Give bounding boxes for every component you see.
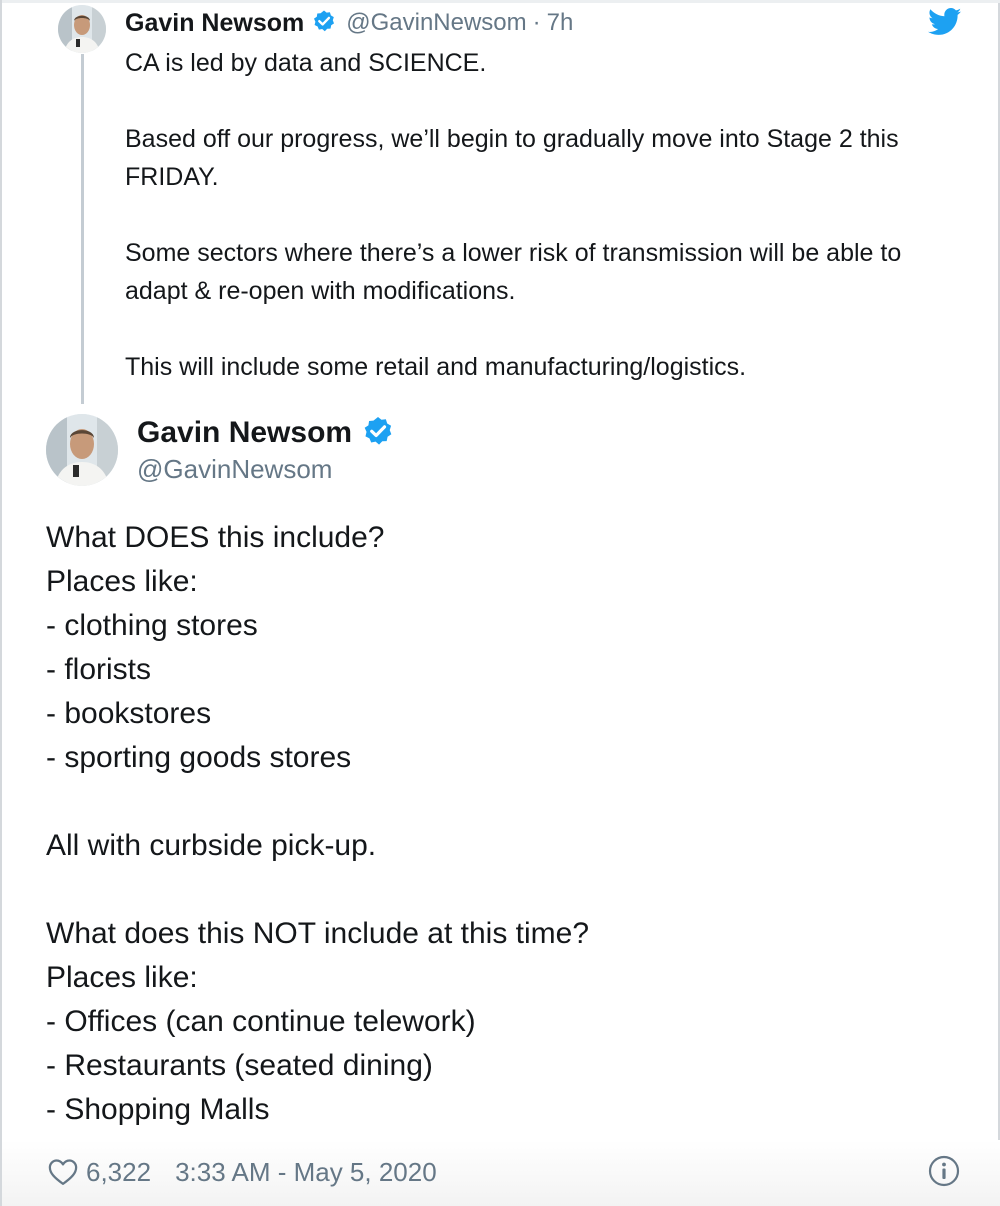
tweet-line: Places like: [46,565,198,598]
tweet-line: - Restaurants (seated dining) [46,1049,433,1082]
parent-avatar[interactable] [58,5,106,53]
tweet-line: Places like: [46,961,198,994]
like-count: 6,322 [86,1156,152,1187]
tweet-line: What does this NOT include at this time? [46,917,590,950]
parent-paragraph: CA is led by data and SCIENCE. [125,49,487,77]
avatar-photo [58,5,106,53]
tweet-line [46,868,946,912]
tweet-line: - Offices (can continue telework) [46,1005,476,1038]
parent-handle[interactable]: @GavinNewsom [346,9,527,36]
main-tweet-header [137,414,394,485]
parent-author-name[interactable]: Gavin Newsom [125,8,305,37]
parent-tweet-text [125,44,965,386]
avatar-photo [46,414,118,486]
handle-time-separator: · [532,9,541,36]
author-name[interactable]: Gavin Newsom [137,416,353,449]
parent-timestamp[interactable]: 7h [546,9,574,36]
tweet-line: - sporting goods stores [46,741,352,774]
tweet-footer [48,1152,437,1192]
parent-paragraph: Some sectors where there’s a lower risk of transmission will be able to adapt & re-open with modifications. [125,239,902,305]
author-handle[interactable]: @GavinNewsom [137,454,333,484]
twitter-bird-icon[interactable] [928,8,962,36]
thread-connector-line [81,54,84,404]
verified-badge-icon [312,9,336,38]
verified-badge-icon [362,415,394,452]
parent-paragraph: This will include some retail and manufacturing/logistics. [125,353,747,381]
author-avatar[interactable] [46,414,118,486]
top-divider [2,0,1000,3]
tweet-line: - clothing stores [46,609,258,642]
tweet-timestamp[interactable]: 3:33 AM - May 5, 2020 [175,1156,437,1187]
tweet-line: What DOES this include? [46,521,385,554]
info-icon[interactable] [928,1155,960,1187]
parent-paragraph: Based off our progress, we’ll begin to gradually move into Stage 2 this FRIDAY. [125,125,899,191]
tweet-line: All with curbside pick-up. [46,829,377,862]
tweet-line: - florists [46,653,151,686]
tweet-line: - bookstores [46,697,212,730]
author-name-row [137,414,394,452]
tweet-line [46,780,946,824]
like-button[interactable] [48,1157,151,1188]
tweet-line: - Shopping Malls [46,1093,270,1126]
heart-icon [48,1158,78,1186]
main-tweet-text [46,516,946,1132]
parent-tweet-header [125,6,573,40]
